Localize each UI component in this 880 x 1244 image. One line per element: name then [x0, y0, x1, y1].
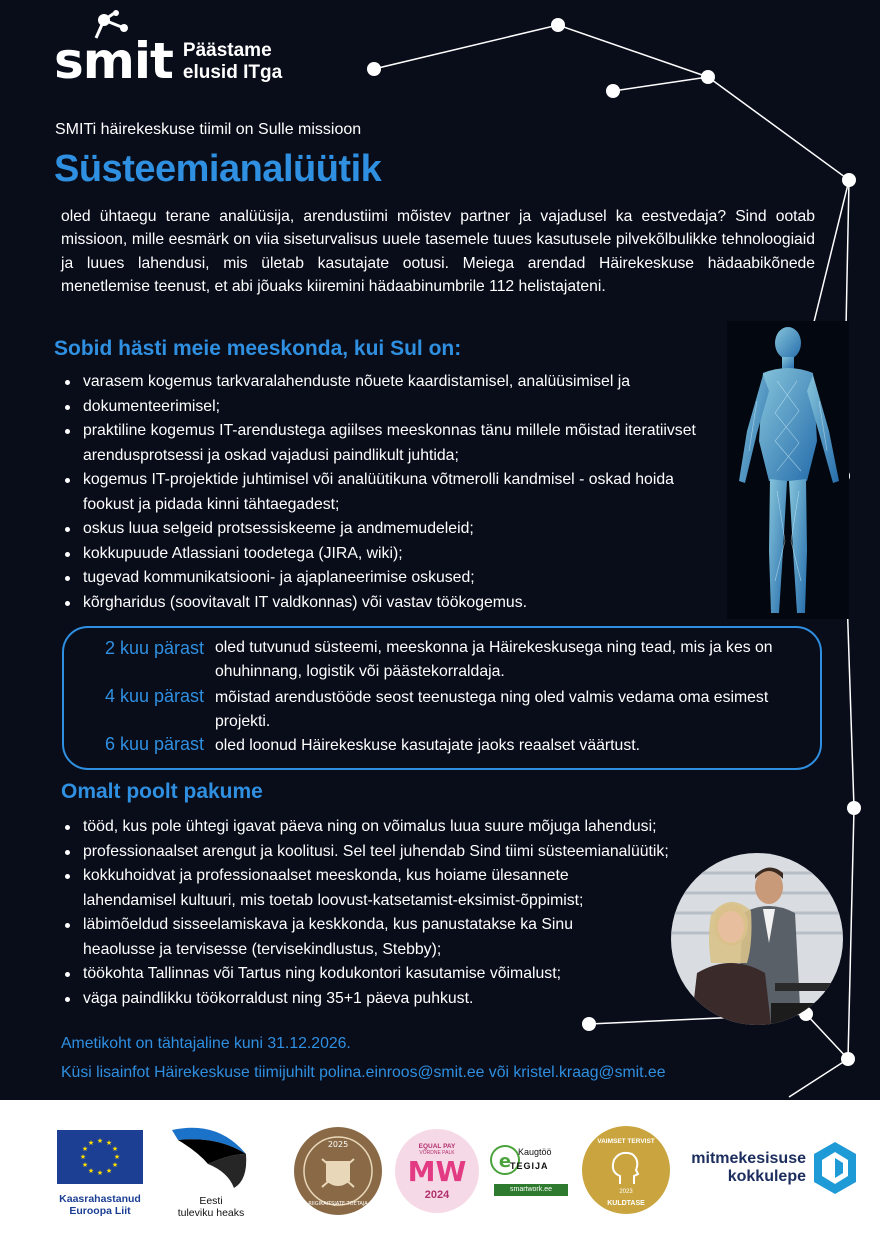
list-item: tööd, kus pole ühtegi igavat päeva ning on võimalus luua suure mõjuga lahendusi;	[61, 815, 751, 840]
eu-caption-1: Kaasrahastanud	[59, 1193, 141, 1205]
estonia-caption-1: Eesti	[199, 1195, 223, 1207]
equal-pay-year: 2024	[424, 1189, 450, 1201]
list-item: töökohta Tallinnas või Tartus ning kodukontori kasutamise võimalust;	[61, 962, 751, 987]
eu-flag-icon	[57, 1130, 143, 1184]
diversity-text	[676, 1150, 806, 1186]
requirements-list	[61, 370, 711, 615]
diversity-line2: kokkulepe	[727, 1168, 806, 1185]
list-item: kokkuhoidvat ja professionaalset meeskonda, kus hoiame ülesannete lahendamisel kultuuri, mis toetab loovust-katsetamist-eksimist-õppimist;	[61, 864, 751, 913]
diversity-line1: mitmekesisuse	[691, 1150, 806, 1167]
seal-text: RIIGIKAITSJATE TOETAJA	[308, 1201, 368, 1207]
office-photo-illustration	[671, 853, 843, 1025]
list-item: väga paindlikku töökorraldust ning 35+1 päeva puhkust.	[61, 987, 751, 1012]
logo-tagline	[183, 40, 282, 84]
svg-text:★: ★	[105, 1139, 113, 1147]
seal-icon	[292, 1125, 384, 1217]
list-item: kokkupuude Atlassiani toodetega (JIRA, wiki);	[61, 542, 711, 567]
human-body-illustration	[727, 321, 849, 619]
svg-text:★: ★	[96, 1169, 104, 1177]
svg-text:e: e	[498, 1151, 512, 1172]
mental-health-top: VAIMSET TERVIST	[597, 1138, 655, 1145]
timeline-text: mõistad arendustööde seost teenustega ning oled valmis vedama oma esimest projekti.	[215, 689, 769, 730]
eu-logo	[57, 1130, 143, 1217]
svg-text:★: ★	[111, 1145, 119, 1153]
svg-text:★: ★	[87, 1167, 95, 1175]
logo-wordmark: smit	[54, 32, 173, 90]
timeline-label: 4 kuu pärast	[104, 686, 204, 706]
timeline-label: 6 kuu pärast	[104, 734, 204, 754]
equal-pay-mark: MW	[407, 1155, 467, 1188]
tagline-line-2: elusid ITga	[182, 62, 283, 83]
kaugtoo-line2: TEGIJA	[510, 1161, 549, 1171]
diversity-logo	[676, 1148, 862, 1200]
mental-health-bottom: KULDTASE	[607, 1200, 645, 1207]
svg-text:★: ★	[87, 1139, 95, 1147]
footer-note	[61, 1029, 666, 1087]
timeline-label: 2 kuu pärast	[104, 638, 204, 658]
kaugtoo-logo	[490, 1142, 570, 1198]
svg-text:★: ★	[96, 1137, 104, 1145]
deadline-text: Ametikoht on tähtajaline kuni 31.12.2026.	[61, 1035, 351, 1052]
kaugtoo-line1: Kaugtöö	[518, 1147, 552, 1157]
estonia-caption-2: tuleviku heaks	[177, 1207, 245, 1219]
riigikaitse-seal	[292, 1125, 384, 1217]
svg-text:★: ★	[81, 1145, 89, 1153]
list-item: dokumenteerimisel;	[61, 395, 711, 420]
digital-human-image	[727, 321, 849, 619]
list-item: varasem kogemus tarkvaralahenduste nõuete kaardistamisel, analüüsimisel ja	[61, 370, 711, 395]
seal-year: 2025	[327, 1140, 349, 1149]
head-profile-icon	[606, 1148, 646, 1188]
estonia-logo	[168, 1124, 254, 1219]
tagline-line-1: Päästame	[182, 40, 272, 61]
list-item: kõrgharidus (soovitavalt IT valdkonnas) või vastav töökogemus.	[61, 591, 711, 616]
page-title: Süsteemianalüütik	[54, 148, 382, 190]
svg-text:★: ★	[79, 1153, 87, 1161]
timeline-text: oled loonud Häirekeskuse kasutajate jaoks reaalset väärtust.	[215, 737, 641, 754]
list-item: oskus luua selgeid protsessiskeeme ja andmemudeleid;	[61, 517, 711, 542]
svg-text:★: ★	[81, 1161, 89, 1169]
list-item: praktiline kogemus IT-arendustega agiilses meeskonnas tänu millele mõistad iteratiivset arendusprotsessi ja oskad vajadusi paindlikult juhtida;	[61, 419, 711, 468]
list-item: professionaalset arengut ja koolitusi. Sel teel juhendab Sind tiimi süsteemianalüütik;	[61, 840, 751, 865]
requirements-heading: Sobid hästi meie meeskonda, kui Sul on:	[54, 337, 462, 360]
equal-pay-badge	[395, 1129, 479, 1213]
eu-caption-2: Euroopa Liit	[69, 1205, 131, 1217]
equal-pay-line1: EQUAL PAY	[418, 1143, 456, 1150]
contact-text: Küsi lisainfot Häirekeskuse tiimijuhilt polina.einroos@smit.ee või kristel.kraag@smit.ee	[61, 1064, 666, 1081]
offer-heading: Omalt poolt pakume	[61, 780, 263, 803]
logo-molecule-icon	[84, 10, 144, 40]
intro-paragraph: oled ühtaegu terane analüüsija, arendustiimi mõistev partner ja vajadusel ka eestvedaja? Sind ootab missioon, mille eesmärk on viia siseturvalisus uuele tasemele tuues kasutusele pilvekõlbulikke tehnoloogiaid ja luues lahendusi, mis ületab kasutajate ootusi. Meiega arendad Häirekeskuse hädaabikõnede menetlemise teenust, et abi jõuaks kiiremini hädaabinumbrile 112 helistajateni.	[61, 208, 815, 296]
estonia-swoosh-icon	[168, 1124, 254, 1194]
subtitle: SMITi häirekeskuse tiimil on Sulle missioon	[55, 121, 362, 138]
list-item: tugevad kommunikatsiooni- ja ajaplaneerimise oskused;	[61, 566, 711, 591]
timeline-text: oled tutvunud süsteemi, meeskonna ja Häirekeskusega ning tead, mis ja kes on ohuhinnang, logistik või päästekorraldaja.	[215, 639, 773, 680]
timeline-box	[62, 626, 822, 770]
partner-logos-bar	[0, 1100, 880, 1244]
mental-health-year: 2023	[619, 1189, 633, 1195]
svg-text:★: ★	[111, 1161, 119, 1169]
svg-text:★: ★	[113, 1153, 121, 1161]
equal-pay-line2: VÕRDNE PALK	[419, 1150, 455, 1156]
list-item: läbimõeldud sisseelamiskava ja keskkonda, kus panustatakse ka Sinu heaolusse ja tervisesse (tervisekindlustus, Stebby);	[61, 913, 751, 962]
list-item: kogemus IT-projektide juhtimisel või analüütikuna võtmerolli kandmisel - oskad hoida fookust ja pidada kinni tähtaegadest;	[61, 468, 711, 517]
team-photo	[671, 853, 843, 1025]
offer-list	[61, 815, 751, 1011]
kaugtoo-site: smartwork.ee	[494, 1184, 568, 1196]
svg-text:★: ★	[105, 1167, 113, 1175]
smit-logo	[54, 26, 283, 90]
mental-health-badge	[582, 1126, 670, 1214]
diversity-hexagon-icon	[812, 1140, 858, 1196]
